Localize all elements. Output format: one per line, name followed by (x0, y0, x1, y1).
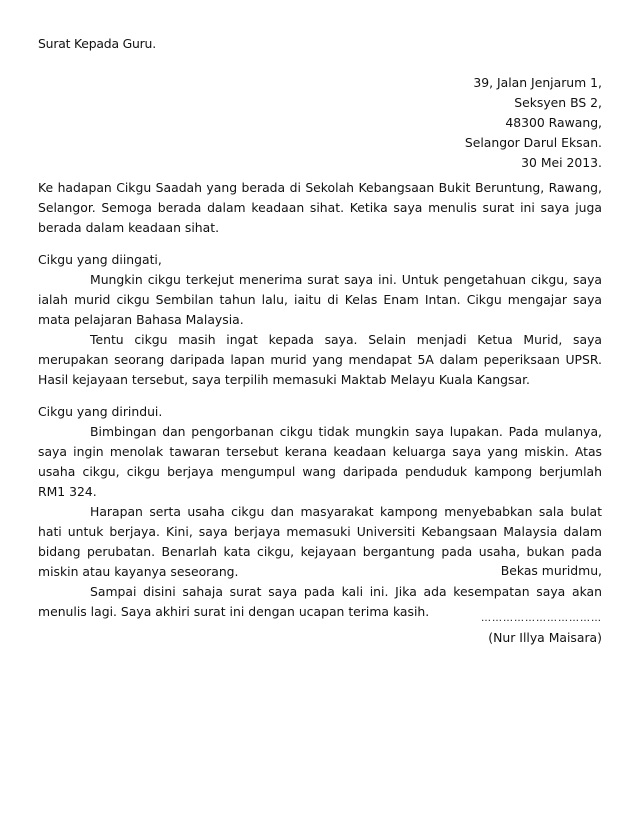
salutation-1: Cikgu yang diingati, (38, 252, 162, 267)
letter-date: 30 Mei 2013. (521, 155, 602, 170)
letter-title: Surat Kepada Guru. (38, 36, 156, 51)
paragraph-3: Bimbingan dan pengorbanan cikgu tidak mungkin saya lupakan. Pada mulanya, saya ingin menolak tawaran tersebut kerana keadaan keluarga saya yang miskin. Atas usaha cikgu, cikgu berjaya mengumpul wang daripada penduduk kampong berjumlah RM1 324. (38, 424, 602, 499)
address-line-2: Seksyen BS 2, (514, 95, 602, 110)
closing-phrase: Bekas muridmu, (500, 563, 602, 578)
address-line-1: 39, Jalan Jenjarum 1, (473, 75, 602, 90)
letter-body (38, 178, 602, 622)
intro-paragraph: Ke hadapan Cikgu Saadah yang berada di Sekolah Kebangsaan Bukit Beruntung, Rawang, Selangor. Semoga berada dalam keadaan sihat. Ketika saya menulis surat ini saya juga berada dalam keadaan sihat. (38, 180, 602, 235)
paragraph-2: Tentu cikgu masih ingat kepada saya. Selain menjadi Ketua Murid, saya merupakan seorang daripada lapan murid yang mendapat 5A dalam peperiksaan UPSR. Hasil kejayaan tersebut, saya terpilih memasuki Maktab Melayu Kuala Kangsar. (38, 332, 602, 387)
signature-line: …………………………… (481, 613, 602, 624)
paragraph-4: Harapan serta usaha cikgu dan masyarakat kampong menyebabkan sala bulat hati untuk berjaya. Kini, saya berjaya memasuki Universiti Kebangsaan Malaysia dalam bidang perubatan. Benarlah kata cikgu, kejayaan bergantung pada usaha, bukan pada miskin atau kayanya seseorang. (38, 504, 602, 579)
paragraph-1: Mungkin cikgu terkejut menerima surat saya ini. Untuk pengetahuan cikgu, saya ialah murid cikgu Sembilan tahun lalu, iaitu di Kelas Enam Intan. Cikgu mengajar saya mata pelajaran Bahasa Malaysia. (38, 272, 602, 327)
address-line-3: 48300 Rawang, (505, 115, 602, 130)
salutation-2: Cikgu yang dirindui. (38, 404, 163, 419)
signatory-name: (Nur Illya Maisara) (488, 630, 602, 645)
sender-address (465, 73, 602, 173)
address-line-4: Selangor Darul Eksan. (464, 135, 602, 150)
paragraph-5: Sampai disini sahaja surat saya pada kali ini. Jika ada kesempatan saya akan menulis lagi. Saya akhiri surat ini dengan ucapan terima kasih. (38, 584, 602, 619)
